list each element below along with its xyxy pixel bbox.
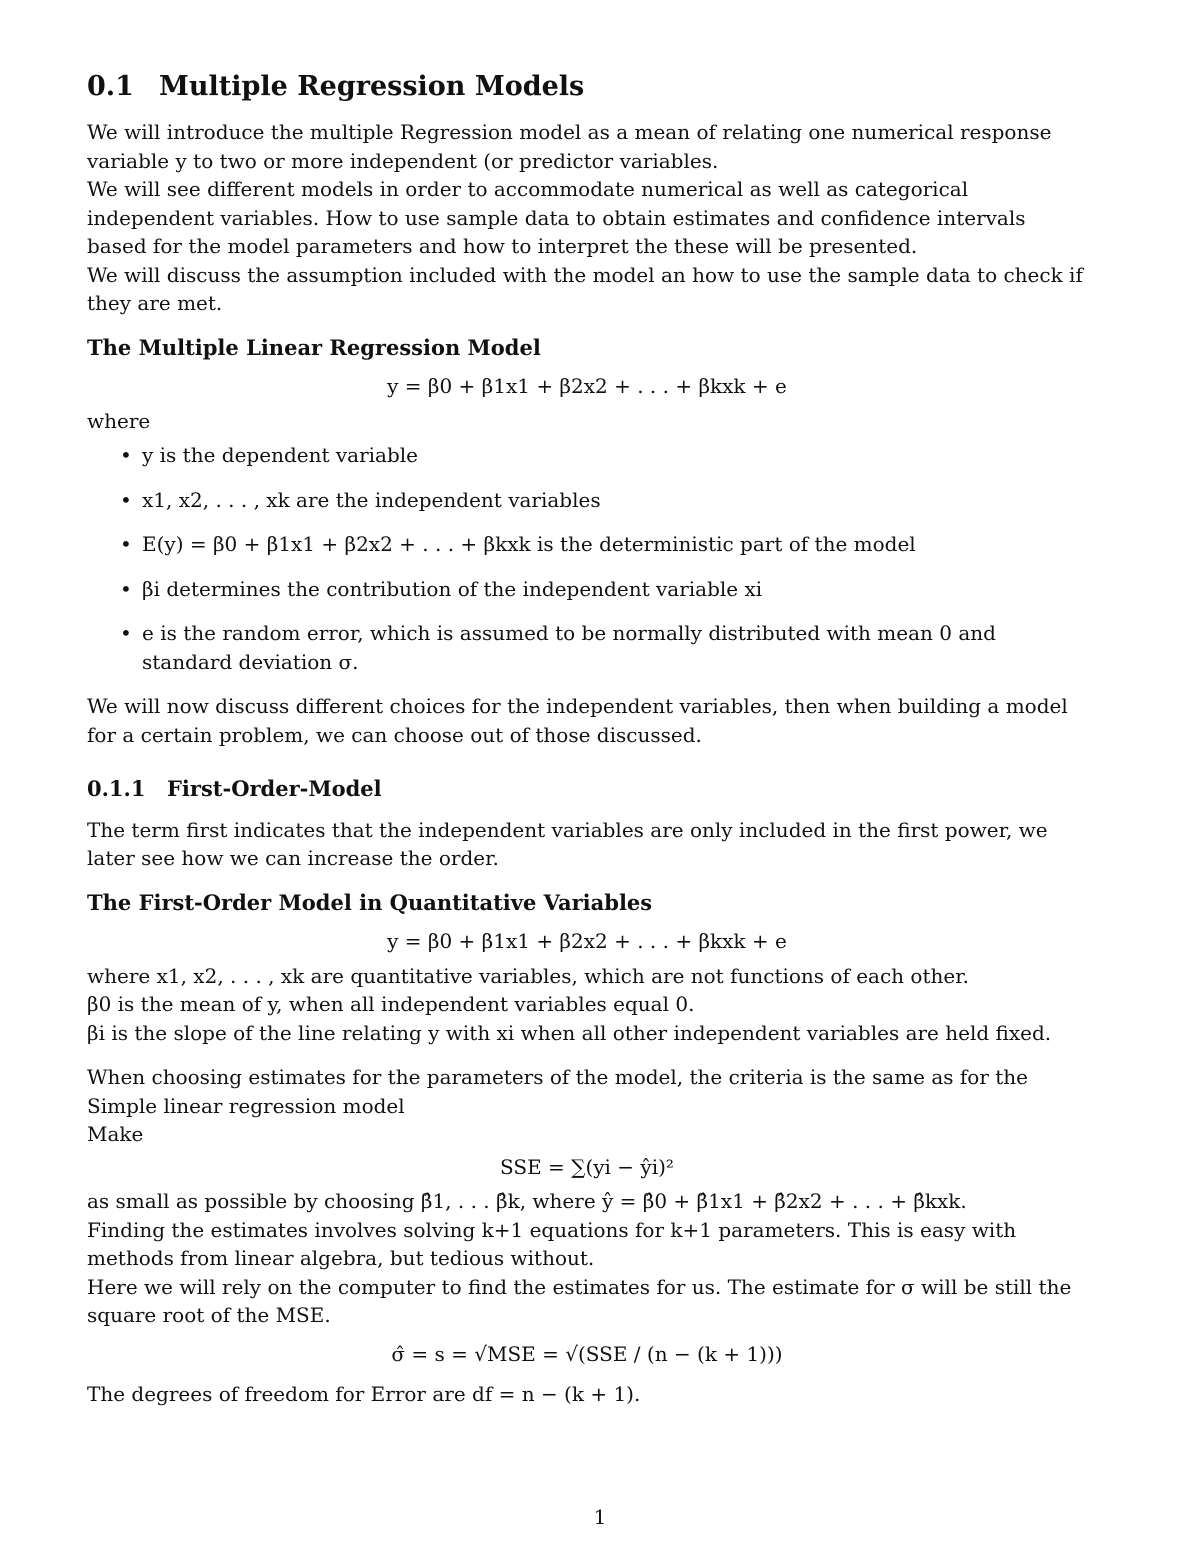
list-item-text: e is the random error, which is assumed to be normally distributed with mean 0 and standard deviation σ. xyxy=(142,621,996,674)
list-item xyxy=(120,619,1087,676)
sigma-equation: σ̂ = s = √MSE = √(SSE / (n − (k + 1))) xyxy=(391,1341,783,1366)
list-item-text: βi determines the contribution of the independent variable xi xyxy=(142,576,763,601)
section-heading xyxy=(87,70,1087,104)
bullet-icon: • xyxy=(120,443,132,467)
where-label: where xyxy=(87,408,151,433)
intro-paragraph-1: We will introduce the multiple Regression model as a mean of relating one numerical response variable y to two or more independent (or predictor variables. xyxy=(87,120,1052,173)
foq-heading: The First-Order Model in Quantitative Variables xyxy=(87,889,653,915)
foq-line-2: β0 is the mean of y, when all independent variables equal 0. xyxy=(87,992,695,1016)
make-label: Make xyxy=(87,1122,144,1146)
df-line: The degrees of freedom for Error are df = n − (k + 1). xyxy=(87,1382,641,1406)
definition-list xyxy=(87,441,1087,676)
foq-line-3: βi is the slope of the line relating y with xi when all other independent variables are held fixed. xyxy=(87,1020,1052,1045)
list-item xyxy=(120,530,1087,559)
subsection-number: 0.1.1 xyxy=(87,776,146,801)
bullet-icon: • xyxy=(120,621,132,645)
bullet-icon: • xyxy=(120,532,132,556)
list-item-text: E(y) = β0 + β1x1 + β2x2 + . . . + βkxk is the deterministic part of the model xyxy=(142,532,916,556)
estimates-paragraph-1: When choosing estimates for the parameters of the model, the criteria is the same as for the Simple linear regression model xyxy=(87,1065,1029,1118)
foq-line-1: where x1, x2, . . . , xk are quantitative variables, which are not functions of each other. xyxy=(87,963,969,988)
list-item xyxy=(120,441,1087,470)
list-item xyxy=(120,575,1087,604)
list-item-text: y is the dependent variable xyxy=(142,443,418,467)
intro-paragraph-3: We will discuss the assumption included with the model an how to use the sample data to check if they are met. xyxy=(87,262,1083,315)
page-content xyxy=(87,70,1087,1409)
estimates-paragraph-4: Here we will rely on the computer to find the estimates for us. The estimate for σ will be still the square root of the MSE. xyxy=(87,1274,1072,1327)
mlr-equation: y = β0 + β1x1 + β2x2 + . . . + βkxk + e xyxy=(387,374,787,398)
section-title: Multiple Regression Models xyxy=(159,71,585,102)
bullet-icon: • xyxy=(120,576,132,601)
intro-paragraph-2: We will see different models in order to accommodate numerical as well as categorical independent variables. How to use sample data to obtain estimates and confidence intervals based for the model parameters and how to interpret the these will be presented. xyxy=(87,177,1026,258)
foq-equation: y = β0 + β1x1 + β2x2 + . . . + βkxk + e xyxy=(387,929,787,953)
list-item-text: x1, x2, . . . , xk are the independent variables xyxy=(142,487,601,512)
section-number: 0.1 xyxy=(87,71,134,102)
mlr-heading: The Multiple Linear Regression Model xyxy=(87,334,541,360)
subsection-title: First-Order-Model xyxy=(167,776,382,801)
estimates-paragraph-2: as small as possible by choosing β̂1, . . . β̂k, where ŷ = β̂0 + β̂1x1 + β̂2x2 + . . . + β̂kxk. xyxy=(87,1189,967,1213)
sse-equation: SSE = ∑(yi − ŷi)² xyxy=(500,1154,674,1179)
bullet-icon: • xyxy=(120,487,132,512)
list-item xyxy=(120,486,1087,515)
subsection-heading xyxy=(87,775,1087,804)
first-order-paragraph: The term first indicates that the independent variables are only included in the first power, we later see how we can increase the order. xyxy=(87,817,1048,870)
estimates-paragraph-3: Finding the estimates involves solving k+1 equations for k+1 parameters. This is easy with methods from linear algebra, but tedious without. xyxy=(87,1217,1017,1270)
page-number: 1 xyxy=(593,1505,607,1529)
mlr-after-paragraph: We will now discuss different choices for the independent variables, then when building a model for a certain problem, we can choose out of those discussed. xyxy=(87,694,1068,747)
